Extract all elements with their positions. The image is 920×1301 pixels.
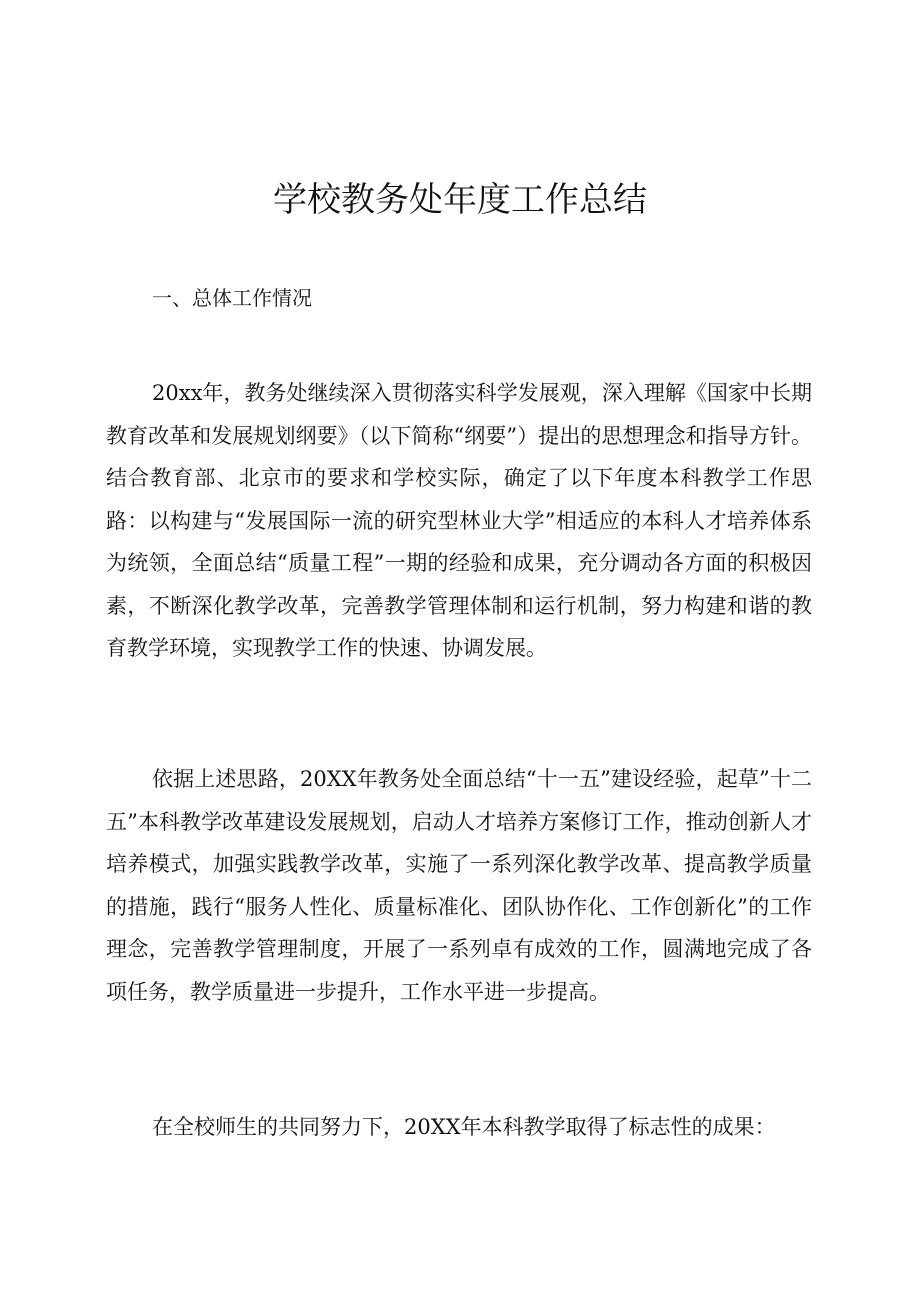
body-paragraph: 依据上述思路，20XX年教务处全面总结“十一五”建设经验，起草”十二五”本科教学改革建设发展规划，启动人才培养方案修订工作，推动创新人才培养模式，加强实践教学改革，实施了一系列深化教学改革、提高教学质量的措施，践行“服务人性化、质量标准化、团队协作化、工作创新化”的工作理念，完善教学管理制度，开展了一系列卓有成效的工作，圆满地完成了各项任务，教学质量进一步提升，工作水平进一步提高。 — [106, 767, 812, 1004]
body-paragraph: 在全校师生的共同努力下，20XX年本科教学取得了标志性的成果： — [152, 1115, 776, 1139]
body-paragraph: 20xx年，教务处继续深入贯彻落实科学发展观，深入理解《国家中长期教育改革和发展规划纲要》（以下简称“纲要”）提出的思想理念和指导方针。结合教育部、北京市的要求和学校实际，确定了以下年度本科教学工作思路：以构建与“发展国际一流的研究型林业大学”相适应的本科人才培养体系为统领，全面总结“质量工程”一期的经验和成果，充分调动各方面的积极因素，不断深化教学改革，完善教学管理体制和运行机制，努力构建和谐的教育教学环境，实现教学工作的快速、协调发展。 — [106, 381, 812, 660]
section-heading: 一、总体工作情况 — [152, 286, 312, 310]
document-title: 学校教务处年度工作总结 — [273, 180, 647, 220]
